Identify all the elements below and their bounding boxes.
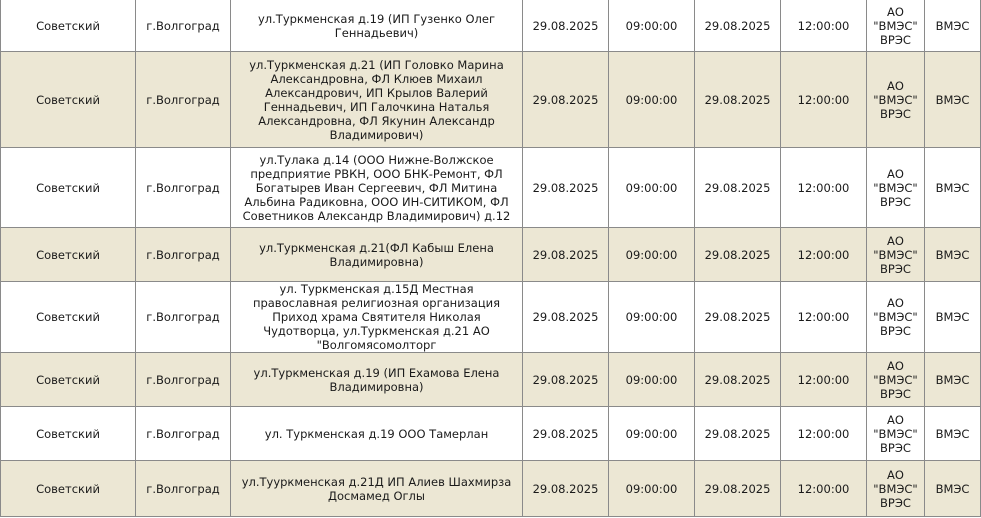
start-time-cell: 09:00:00 xyxy=(609,407,695,461)
start-time-cell: 09:00:00 xyxy=(609,52,695,148)
network-cell: ВМЭС xyxy=(925,407,981,461)
start-date-cell: 29.08.2025 xyxy=(523,52,609,148)
start-time-cell: 09:00:00 xyxy=(609,148,695,228)
start-date-cell: 29.08.2025 xyxy=(523,282,609,353)
start-time-cell: 09:00:00 xyxy=(609,461,695,517)
address-cell: ул.Туркменская д.21(ФЛ Кабыш Елена Владимировна) xyxy=(231,228,523,282)
end-date-cell: 29.08.2025 xyxy=(695,461,781,517)
table-row xyxy=(1,353,981,407)
city-cell: г.Волгоград xyxy=(136,228,231,282)
city-cell: г.Волгоград xyxy=(136,353,231,407)
network-cell: ВМЭС xyxy=(925,148,981,228)
org-cell: АО "ВМЭС" ВРЭС xyxy=(867,407,925,461)
table-row xyxy=(1,228,981,282)
end-date-cell: 29.08.2025 xyxy=(695,353,781,407)
start-date-cell: 29.08.2025 xyxy=(523,353,609,407)
city-cell: г.Волгоград xyxy=(136,407,231,461)
network-cell: ВМЭС xyxy=(925,282,981,353)
address-cell: ул. Туркменская д.19 ООО Тамерлан xyxy=(231,407,523,461)
address-cell: ул.Туркменская д.19 (ИП Ехамова Елена Владимировна) xyxy=(231,353,523,407)
table-row xyxy=(1,52,981,148)
end-date-cell: 29.08.2025 xyxy=(695,148,781,228)
end-time-cell: 12:00:00 xyxy=(781,353,867,407)
city-cell: г.Волгоград xyxy=(136,282,231,353)
org-cell: АО "ВМЭС" ВРЭС xyxy=(867,282,925,353)
address-cell: ул.Тууркменская д.21Д ИП Алиев Шахмирза Досмамед Оглы xyxy=(231,461,523,517)
org-cell: АО "ВМЭС" ВРЭС xyxy=(867,52,925,148)
end-time-cell: 12:00:00 xyxy=(781,407,867,461)
district-cell: Советский xyxy=(1,353,136,407)
end-time-cell: 12:00:00 xyxy=(781,228,867,282)
end-date-cell: 29.08.2025 xyxy=(695,228,781,282)
table-row xyxy=(1,461,981,517)
end-time-cell: 12:00:00 xyxy=(781,148,867,228)
city-cell: г.Волгоград xyxy=(136,0,231,52)
district-cell: Советский xyxy=(1,282,136,353)
table-row xyxy=(1,0,981,52)
start-date-cell: 29.08.2025 xyxy=(523,0,609,52)
district-cell: Советский xyxy=(1,228,136,282)
start-date-cell: 29.08.2025 xyxy=(523,228,609,282)
org-cell: АО "ВМЭС" ВРЭС xyxy=(867,461,925,517)
org-cell: АО "ВМЭС" ВРЭС xyxy=(867,353,925,407)
network-cell: ВМЭС xyxy=(925,353,981,407)
start-time-cell: 09:00:00 xyxy=(609,228,695,282)
start-date-cell: 29.08.2025 xyxy=(523,148,609,228)
address-cell: ул.Туркменская д.21 (ИП Головко Марина Александровна, ФЛ Клюев Михаил Александрович, ИП Крылов Валерий Геннадьевич, ИП Галочкина Наталья Александровна, ФЛ Якунин Александр Владимирович) xyxy=(231,52,523,148)
district-cell: Советский xyxy=(1,0,136,52)
end-date-cell: 29.08.2025 xyxy=(695,407,781,461)
start-time-cell: 09:00:00 xyxy=(609,353,695,407)
end-date-cell: 29.08.2025 xyxy=(695,282,781,353)
district-cell: Советский xyxy=(1,52,136,148)
table-row xyxy=(1,282,981,353)
end-time-cell: 12:00:00 xyxy=(781,282,867,353)
start-date-cell: 29.08.2025 xyxy=(523,461,609,517)
start-date-cell: 29.08.2025 xyxy=(523,407,609,461)
city-cell: г.Волгоград xyxy=(136,148,231,228)
district-cell: Советский xyxy=(1,461,136,517)
end-time-cell: 12:00:00 xyxy=(781,52,867,148)
network-cell: ВМЭС xyxy=(925,0,981,52)
district-cell: Советский xyxy=(1,407,136,461)
network-cell: ВМЭС xyxy=(925,52,981,148)
end-date-cell: 29.08.2025 xyxy=(695,52,781,148)
address-cell: ул. Туркменская д.15Д Местная православная религиозная организация Приход храма Святителя Николая Чудотворца, ул.Туркменская д.21 АО "Волгомясомолторг xyxy=(231,282,523,353)
org-cell: АО "ВМЭС" ВРЭС xyxy=(867,228,925,282)
table-row xyxy=(1,407,981,461)
network-cell: ВМЭС xyxy=(925,461,981,517)
city-cell: г.Волгоград xyxy=(136,52,231,148)
end-date-cell: 29.08.2025 xyxy=(695,0,781,52)
address-cell: ул.Тулака д.14 (ООО Нижне-Волжское предприятие РВКН, ООО БНК-Ремонт, ФЛ Богатырев Иван Сергеевич, ФЛ Митина Альбина Радиковна, ООО ИН-СИТИКОМ, ФЛ Советников Александр Владимирович) д.12 xyxy=(231,148,523,228)
address-cell: ул.Туркменская д.19 (ИП Гузенко Олег Геннадьевич) xyxy=(231,0,523,52)
network-cell: ВМЭС xyxy=(925,228,981,282)
org-cell: АО "ВМЭС" ВРЭС xyxy=(867,148,925,228)
district-cell: Советский xyxy=(1,148,136,228)
start-time-cell: 09:00:00 xyxy=(609,0,695,52)
org-cell: АО "ВМЭС" ВРЭС xyxy=(867,0,925,52)
table-row xyxy=(1,148,981,228)
end-time-cell: 12:00:00 xyxy=(781,0,867,52)
city-cell: г.Волгоград xyxy=(136,461,231,517)
end-time-cell: 12:00:00 xyxy=(781,461,867,517)
start-time-cell: 09:00:00 xyxy=(609,282,695,353)
